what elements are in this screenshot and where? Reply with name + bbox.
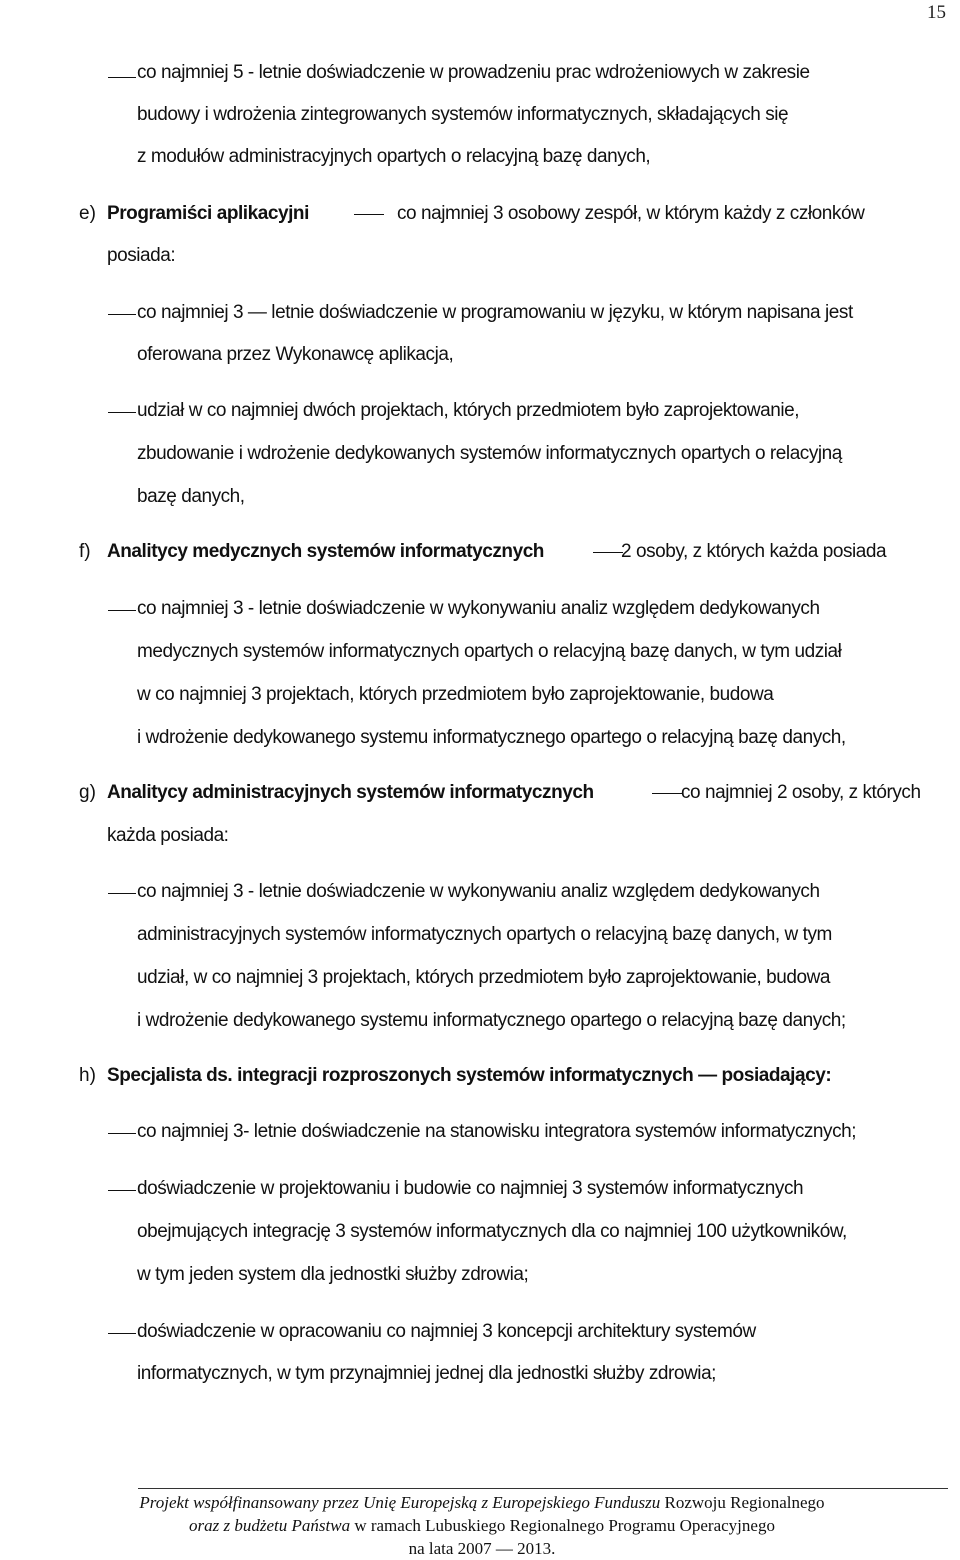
section-e-item-2: bazę danych, (137, 486, 245, 507)
section-e-item-2: udział w co najmniej dwóch projektach, których przedmiotem było zaprojektowanie, (137, 400, 800, 421)
bullet-dash (108, 1133, 136, 1134)
footer-line-2 (0, 1515, 960, 1537)
section-g-title: Analitycy administracyjnych systemów informatycznych (107, 782, 594, 803)
section-g-letter: g) (79, 782, 96, 803)
section-g-item-1: i wdrożenie dedykowanego systemu informatycznego opartego o relacyjną bazę danych; (137, 1010, 846, 1031)
footer-line-1 (0, 1492, 960, 1514)
section-h-heading (107, 1064, 831, 1088)
section-f-title: Analitycy medycznych systemów informatycznych (107, 541, 544, 562)
footer-line-2-rest: w ramach Lubuskiego Regionalnego Programu Operacyjnego (354, 1516, 775, 1535)
section-g-heading (107, 781, 594, 805)
section-h-item-1: co najmniej 3- letnie doświadczenie na stanowisku integratora systemów informatycznych; (137, 1121, 857, 1142)
section-h-item-2: w tym jeden system dla jednostki służby zdrowia; (137, 1264, 529, 1285)
footer-rule (138, 1488, 948, 1489)
footer-line-1-rest: Rozwoju Regionalnego (664, 1493, 825, 1512)
section-g-intro: co najmniej 2 osoby, z których (681, 782, 921, 803)
section-e-letter: e) (79, 203, 96, 224)
intro-line: z modułów administracyjnych opartych o relacyjną bazę danych, (137, 146, 651, 167)
intro-line: co najmniej 5 - letnie doświadczenie w prowadzeniu prac wdrożeniowych w zakresie (137, 62, 810, 83)
section-e-intro-line2: posiada: (107, 245, 176, 266)
section-e-item-2: zbudowanie i wdrożenie dedykowanych systemów informatycznych opartych o relacyjną (137, 443, 842, 464)
footer-line-2-italic: oraz z budżetu Państwa (189, 1516, 351, 1535)
section-h-item-3: doświadczenie w opracowaniu co najmniej 3 koncepcji architektury systemów (137, 1321, 756, 1342)
section-e-item-1: oferowana przez Wykonawcę aplikacja, (137, 344, 454, 365)
section-g-item-1: administracyjnych systemów informatycznych opartych o relacyjną bazę danych, w tym (137, 924, 832, 945)
footer-line-1-italic: Projekt współfinansowany przez Unię Europejską z Europejskiego Funduszu (139, 1493, 661, 1512)
section-f-letter: f) (79, 541, 91, 562)
heading-dash (652, 793, 682, 794)
section-f-item-1: co najmniej 3 - letnie doświadczenie w wykonywaniu analiz względem dedykowanych (137, 598, 820, 619)
section-h-title: Specjalista ds. integracji rozproszonych systemów informatycznych — posiadający: (107, 1065, 832, 1086)
section-g-item-1: co najmniej 3 - letnie doświadczenie w wykonywaniu analiz względem dedykowanych (137, 881, 820, 902)
footer-line-3: na lata 2007 — 2013. (408, 1539, 556, 1558)
section-h-item-2: doświadczenie w projektowaniu i budowie co najmniej 3 systemów informatycznych (137, 1178, 804, 1199)
section-e-title: Programiści aplikacyjni (107, 203, 309, 224)
section-f-item-1: medycznych systemów informatycznych opartych o relacyjną bazę danych, w tym udział (137, 641, 842, 662)
section-h-item-3: informatycznych, w tym przynajmniej jednej dla jednostki służby zdrowia; (137, 1363, 717, 1384)
heading-dash (593, 552, 623, 553)
section-g-item-1: udział, w co najmniej 3 projektach, których przedmiotem było zaprojektowanie, budowa (137, 967, 831, 988)
bullet-dash (108, 412, 136, 413)
section-h-letter: h) (79, 1065, 96, 1086)
section-f-item-1: w co najmniej 3 projektach, których przedmiotem było zaprojektowanie, budowa (137, 684, 774, 705)
section-e-intro: co najmniej 3 osobowy zespół, w którym każdy z członków (397, 203, 865, 224)
bullet-dash (108, 1333, 136, 1334)
page-number: 15 (927, 2, 946, 23)
section-g-intro-line2: każda posiada: (107, 825, 229, 846)
bullet-dash (108, 610, 136, 611)
section-h-item-2: obejmujących integrację 3 systemów informatycznych dla co najmniej 100 użytkowników, (137, 1221, 847, 1242)
section-f-item-1: i wdrożenie dedykowanego systemu informatycznego opartego o relacyjną bazę danych, (137, 727, 846, 748)
section-e-item-1: co najmniej 3 — letnie doświadczenie w programowaniu w języku, w którym napisana jest (137, 302, 853, 323)
section-f-heading (107, 540, 544, 564)
bullet-dash (108, 893, 136, 894)
bullet-dash (108, 1190, 136, 1191)
section-e-heading (107, 202, 309, 226)
heading-dash (354, 214, 384, 215)
bullet-dash (108, 314, 136, 315)
bullet-dash (108, 77, 136, 78)
section-f-intro: 2 osoby, z których każda posiada (621, 541, 887, 562)
intro-line: budowy i wdrożenia zintegrowanych systemów informatycznych, składających się (137, 104, 789, 125)
